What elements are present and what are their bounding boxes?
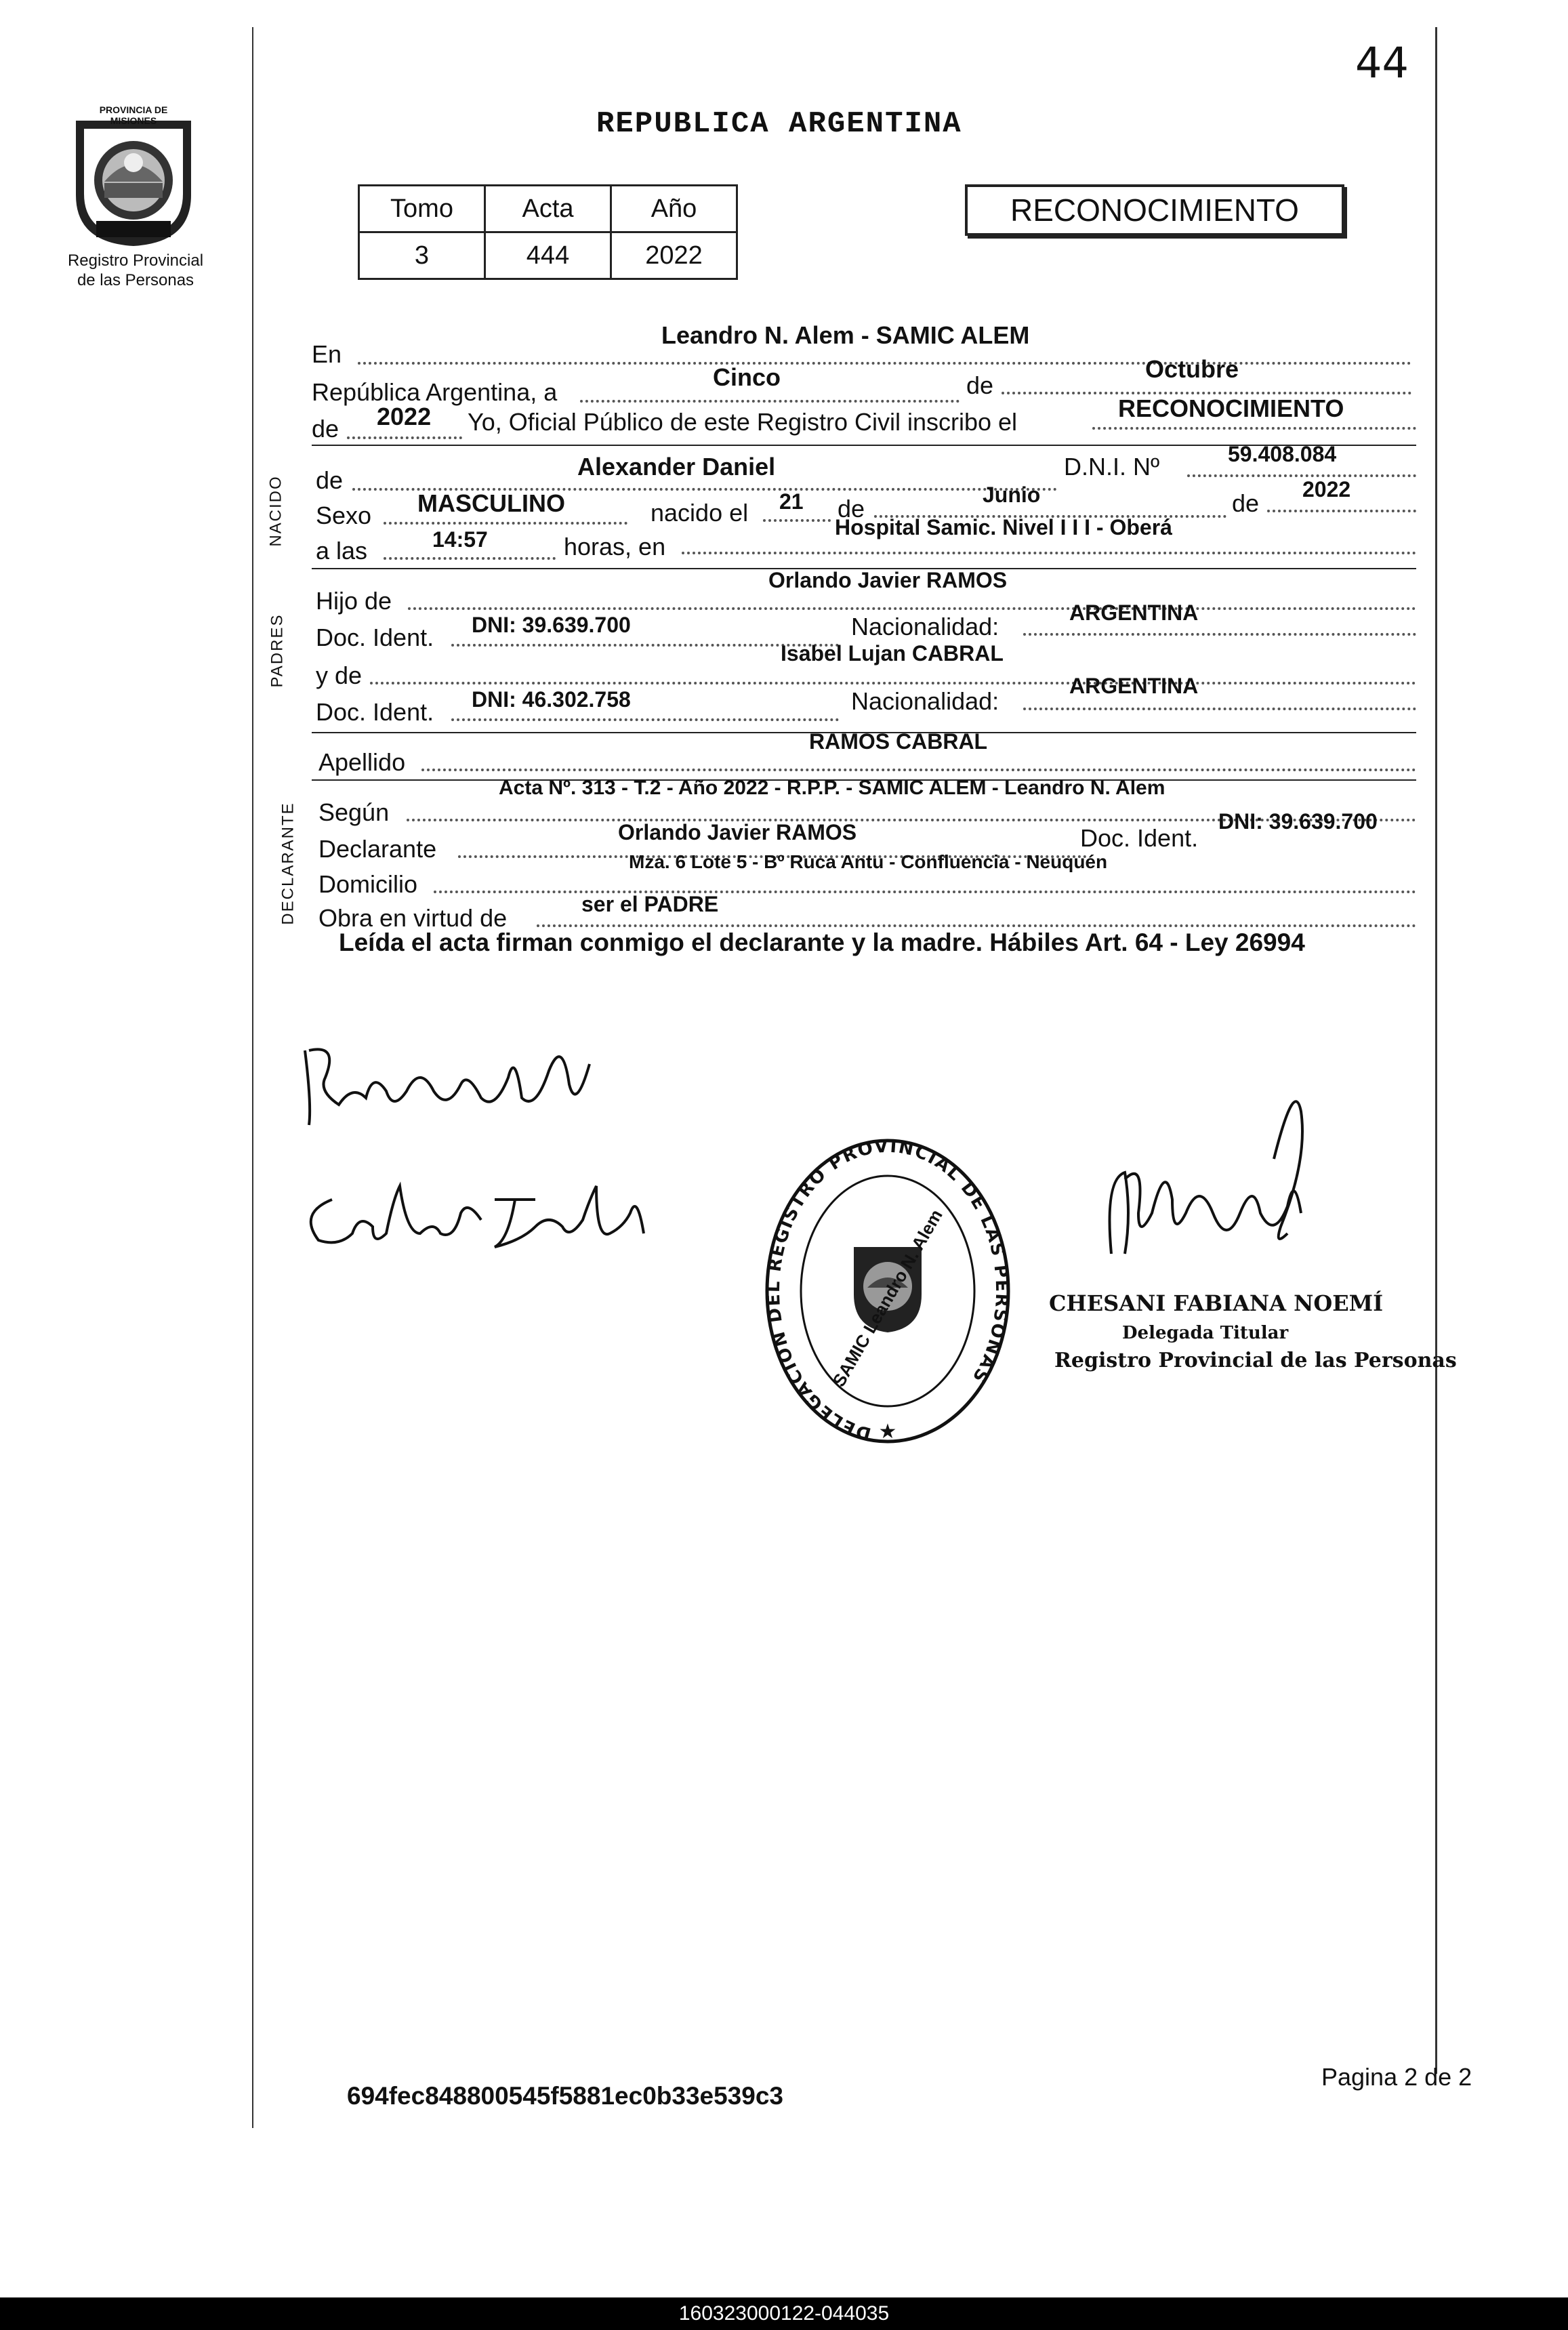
record-type-box: RECONOCIMIENTO — [965, 184, 1344, 236]
dni-label: D.N.I. Nº — [1064, 453, 1160, 481]
official-name: CHESANI FABIANA NOEMÍ — [1049, 1290, 1384, 1316]
declarant-label: Declarante — [318, 835, 437, 863]
document-hash: 694fec848800545f5881ec0b33e539c3 — [347, 2082, 783, 2110]
declarant-doc-label: Doc. Ident. — [1080, 824, 1199, 852]
provincial-emblem — [56, 94, 211, 249]
surname-label: Apellido — [318, 748, 406, 776]
sex-value: MASCULINO — [417, 489, 565, 517]
country-heading: REPUBLICA ARGENTINA — [596, 107, 962, 141]
time-label: a las — [316, 537, 368, 565]
dni-dots — [1187, 474, 1416, 477]
father-nat-value: ARGENTINA — [1069, 600, 1199, 625]
according-label: Según — [318, 798, 390, 826]
meta-value-acta: 444 — [485, 232, 611, 279]
birth-day-value: 21 — [779, 489, 804, 514]
side-label-born: NACIDO — [266, 475, 285, 547]
barcode-footer: 160323000122-044035 — [0, 2297, 1568, 2330]
mother-signature — [291, 1172, 671, 1261]
mother-nat-value: ARGENTINA — [1069, 674, 1199, 698]
meta-header-anio: Año — [611, 186, 737, 232]
place-dots — [682, 552, 1416, 554]
mother-nat-dots — [1023, 708, 1416, 710]
surname-value: RAMOS CABRAL — [809, 729, 988, 754]
sex-dots — [384, 522, 627, 525]
mother-label: y de — [316, 661, 363, 689]
month-value: Octubre — [1145, 355, 1239, 383]
meta-value-tomo: 3 — [359, 232, 485, 279]
mother-doc-value: DNI: 46.302.758 — [472, 687, 631, 712]
meta-header-tomo: Tomo — [359, 186, 485, 232]
according-value: Acta Nº. 313 - T.2 - Año 2022 - R.P.P. - SAMIC ALEM - Leandro N. Alem — [499, 777, 1165, 799]
pagination: Pagina 2 de 2 — [1321, 2063, 1472, 2091]
declarant-doc-value: DNI: 39.639.700 — [1218, 809, 1378, 834]
emblem-text: PROVINCIA DE MISIONES — [99, 104, 168, 126]
father-value: Orlando Javier RAMOS — [768, 568, 1008, 592]
time-dots — [384, 557, 556, 560]
hours-label: horas, en — [564, 533, 666, 560]
inscription-value: RECONOCIMIENTO — [1118, 394, 1344, 422]
day-dots — [580, 400, 960, 403]
en-value: Leandro N. Alem - SAMIC ALEM — [661, 321, 1030, 349]
meta-header-acta: Acta — [485, 186, 611, 232]
dni-value: 59.408.084 — [1228, 442, 1337, 466]
closing-statement: Leída el acta firman conmigo el declarante y la madre. Hábiles Art. 64 - Ley 26994 — [339, 928, 1305, 956]
emblem-caption-line1: Registro Provincial — [67, 251, 204, 270]
acts-value: ser el PADRE — [581, 892, 719, 916]
right-margin-line — [1435, 27, 1437, 2074]
year-dots — [347, 436, 462, 439]
acts-label: Obra en virtud de — [318, 904, 508, 932]
inscription-dots — [1092, 427, 1416, 430]
child-label: de — [316, 466, 344, 494]
mother-doc-dots — [451, 718, 839, 721]
svg-text:DELEGACION DEL REGISTRO PROVIN: DELEGACION DEL REGISTRO PROVINCIAL DE LAS PERSONAS — [763, 1136, 1012, 1444]
declarant-value: Orlando Javier RAMOS — [618, 820, 857, 844]
birth-year-label: de — [1232, 489, 1260, 517]
birth-month-value: Junio — [983, 483, 1041, 507]
emblem-caption-line2: de las Personas — [77, 271, 194, 289]
father-dots — [408, 607, 1416, 610]
birth-year-dots — [1267, 510, 1416, 512]
side-label-declarant: DECLARANTE — [278, 802, 297, 925]
time-value: 14:57 — [432, 527, 488, 552]
page-number: 44 — [1355, 38, 1409, 87]
birth-day-dots — [763, 519, 831, 522]
official-role: Delegada Titular — [1122, 1323, 1289, 1343]
mother-nat-label: Nacionalidad: — [851, 687, 999, 715]
emblem-caption — [27, 251, 244, 290]
child-value: Alexander Daniel — [577, 453, 776, 481]
side-label-parents: PADRES — [268, 613, 287, 688]
mother-value: Isabel Lujan CABRAL — [781, 641, 1004, 666]
year-value: 2022 — [377, 403, 432, 430]
day-value: Cinco — [713, 363, 781, 391]
svg-text:★: ★ — [878, 1421, 897, 1443]
meta-value-anio: 2022 — [611, 232, 737, 279]
declarant-signature — [291, 1023, 603, 1145]
father-nat-dots — [1023, 633, 1416, 636]
mother-dots — [370, 682, 1416, 684]
year-prefix-label: de — [312, 415, 339, 443]
born-label: nacido el — [651, 499, 749, 527]
official-signature — [1098, 1078, 1328, 1267]
en-dots — [358, 362, 1411, 365]
surname-dots — [421, 769, 1416, 771]
record-meta-table — [358, 184, 738, 280]
address-value: Mza. 6 Lote 5 - Bº Ruca Antu - Confluencia - Neuquén — [629, 851, 1108, 872]
republic-label: República Argentina, a — [312, 378, 558, 406]
father-nat-label: Nacionalidad: — [851, 613, 999, 640]
left-margin-line — [252, 27, 253, 2128]
birth-month-label: de — [838, 495, 865, 523]
birth-year-value: 2022 — [1302, 477, 1351, 502]
address-label: Domicilio — [318, 870, 418, 898]
father-label: Hijo de — [316, 587, 392, 615]
father-doc-value: DNI: 39.639.700 — [472, 613, 631, 637]
stamp-inner-text: SAMIC Leandro N. Alem — [828, 1206, 947, 1391]
father-doc-label: Doc. Ident. — [316, 624, 434, 651]
official-office: Registro Provincial de las Personas — [1054, 1349, 1457, 1372]
sex-label: Sexo — [316, 502, 372, 529]
mother-doc-label: Doc. Ident. — [316, 698, 434, 726]
official-text: Yo, Oficial Público de este Registro Civil inscribo el — [468, 408, 1018, 436]
month-de-label: de — [966, 371, 994, 399]
en-label: En — [312, 340, 342, 368]
place-value: Hospital Samic. Nivel I I I - Oberá — [835, 515, 1172, 539]
